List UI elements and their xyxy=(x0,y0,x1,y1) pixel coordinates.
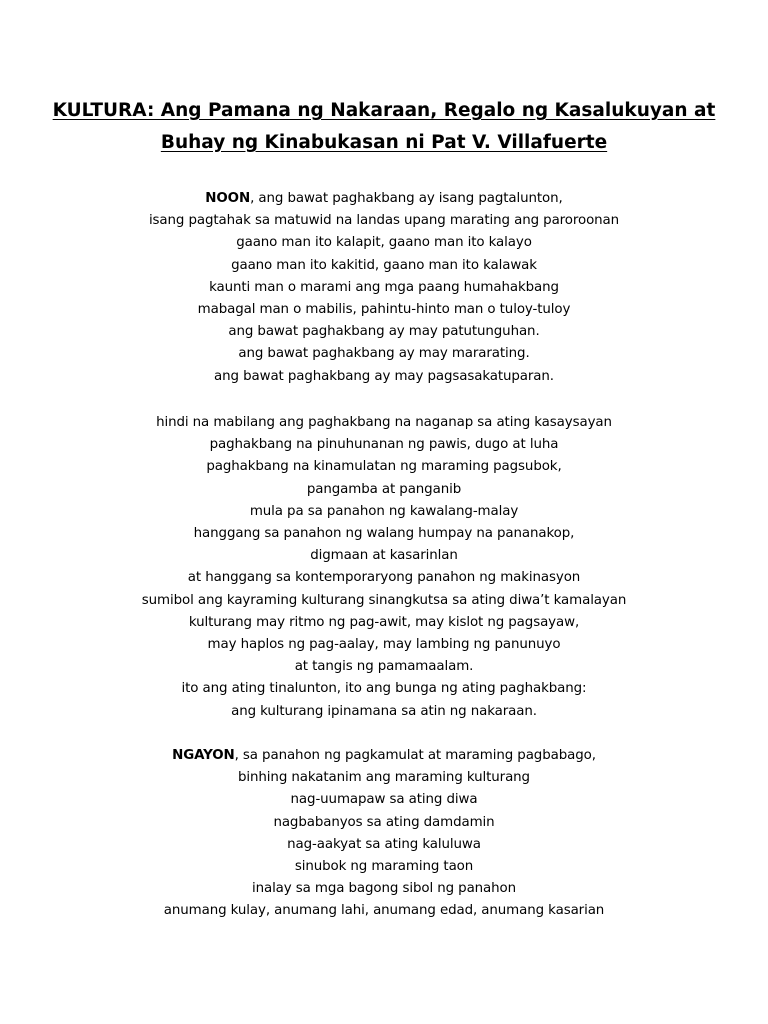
poem-line: isang pagtahak sa matuwid na landas upang marating ang paroroonan xyxy=(148,213,620,229)
poem-line: paghakbang na pinuhunanan ng pawis, dugo at luha xyxy=(209,437,559,453)
poem-line: nagbabanyos sa ating damdamin xyxy=(273,814,495,830)
poem-line: sinubok ng maraming taon xyxy=(294,859,474,875)
stanza-first-line-text: , sa panahon ng pagkamulat at maraming pagbabago, xyxy=(234,748,596,763)
stanza-first-line xyxy=(40,745,728,767)
poem-line: at hanggang sa kontemporaryong panahon ng makinasyon xyxy=(187,570,581,586)
poem-line: gaano man ito kakitid, gaano man ito kalawak xyxy=(231,257,537,273)
stanza-first-line xyxy=(40,188,728,210)
poem-line: ang bawat paghakbang ay may pagsasakatuparan. xyxy=(214,368,554,384)
title-line-1: KULTURA: Ang Pamana ng Nakaraan, Regalo ng Kasalukuyan at xyxy=(52,100,716,121)
poem-line: hanggang sa panahon ng walang humpay na pananakop, xyxy=(193,526,575,542)
stanza-ngayon xyxy=(40,745,728,923)
poem-line: gaano man ito kalapit, gaano man ito kalayo xyxy=(236,235,532,251)
poem-line: ito ang ating tinalunton, ito ang bunga ng ating paghakbang: xyxy=(181,681,587,697)
poem-line: hindi na mabilang ang paghakbang na naganap sa ating kasaysayan xyxy=(156,415,612,430)
poem-line: at tangis ng pamamaalam. xyxy=(294,659,474,675)
poem-line: ang kulturang ipinamana sa atin ng nakaraan. xyxy=(231,703,537,719)
poem-line: ang bawat paghakbang ay may mararating. xyxy=(238,346,530,362)
stanza-noon xyxy=(40,188,728,388)
poem-line: inalay sa mga bagong sibol ng panahon xyxy=(251,881,517,897)
document-title xyxy=(40,95,728,159)
poem-line: nag-uumapaw sa ating diwa xyxy=(290,792,478,808)
poem-line: nag-aakyat sa ating kaluluwa xyxy=(287,836,481,852)
poem-line: paghakbang na kinamulatan ng maraming pagsubok, xyxy=(206,459,562,475)
poem-line: mabagal man o mabilis, pahintu-hinto man o tuloy-tuloy xyxy=(197,302,571,318)
poem-line: anumang kulay, anumang lahi, anumang edad, anumang kasarian xyxy=(163,903,605,919)
poem-line: kaunti man o marami ang mga paang humahakbang xyxy=(209,279,559,295)
title-line-2: Buhay ng Kinabukasan ni Pat V. Villafuerte xyxy=(160,132,608,153)
poem-line: ang bawat paghakbang ay may patutunguhan. xyxy=(228,324,540,340)
poem-line: may haplos ng pag-aalay, may lambing ng panunuyo xyxy=(207,637,561,653)
stanza-first-line-text: , ang bawat paghakbang ay isang pagtalunton, xyxy=(250,191,563,206)
poem-line: mula pa sa panahon ng kawalang-malay xyxy=(249,503,519,519)
poem-line: kulturang may ritmo ng pag-awit, may kislot ng pagsayaw, xyxy=(188,614,580,630)
stanza-lead-word: NGAYON xyxy=(172,748,235,763)
stanza-kasaysayan xyxy=(40,412,728,723)
stanza-lead-word: NOON xyxy=(205,191,251,206)
poem-line: sumibol ang kayraming kulturang sinangkutsa sa ating diwa’t kamalayan xyxy=(141,592,627,608)
poem-line: pangamba at panganib xyxy=(306,481,462,497)
poem-line: digmaan at kasarinlan xyxy=(310,548,458,564)
poem-line: binhing nakatanim ang maraming kulturang xyxy=(238,770,530,786)
